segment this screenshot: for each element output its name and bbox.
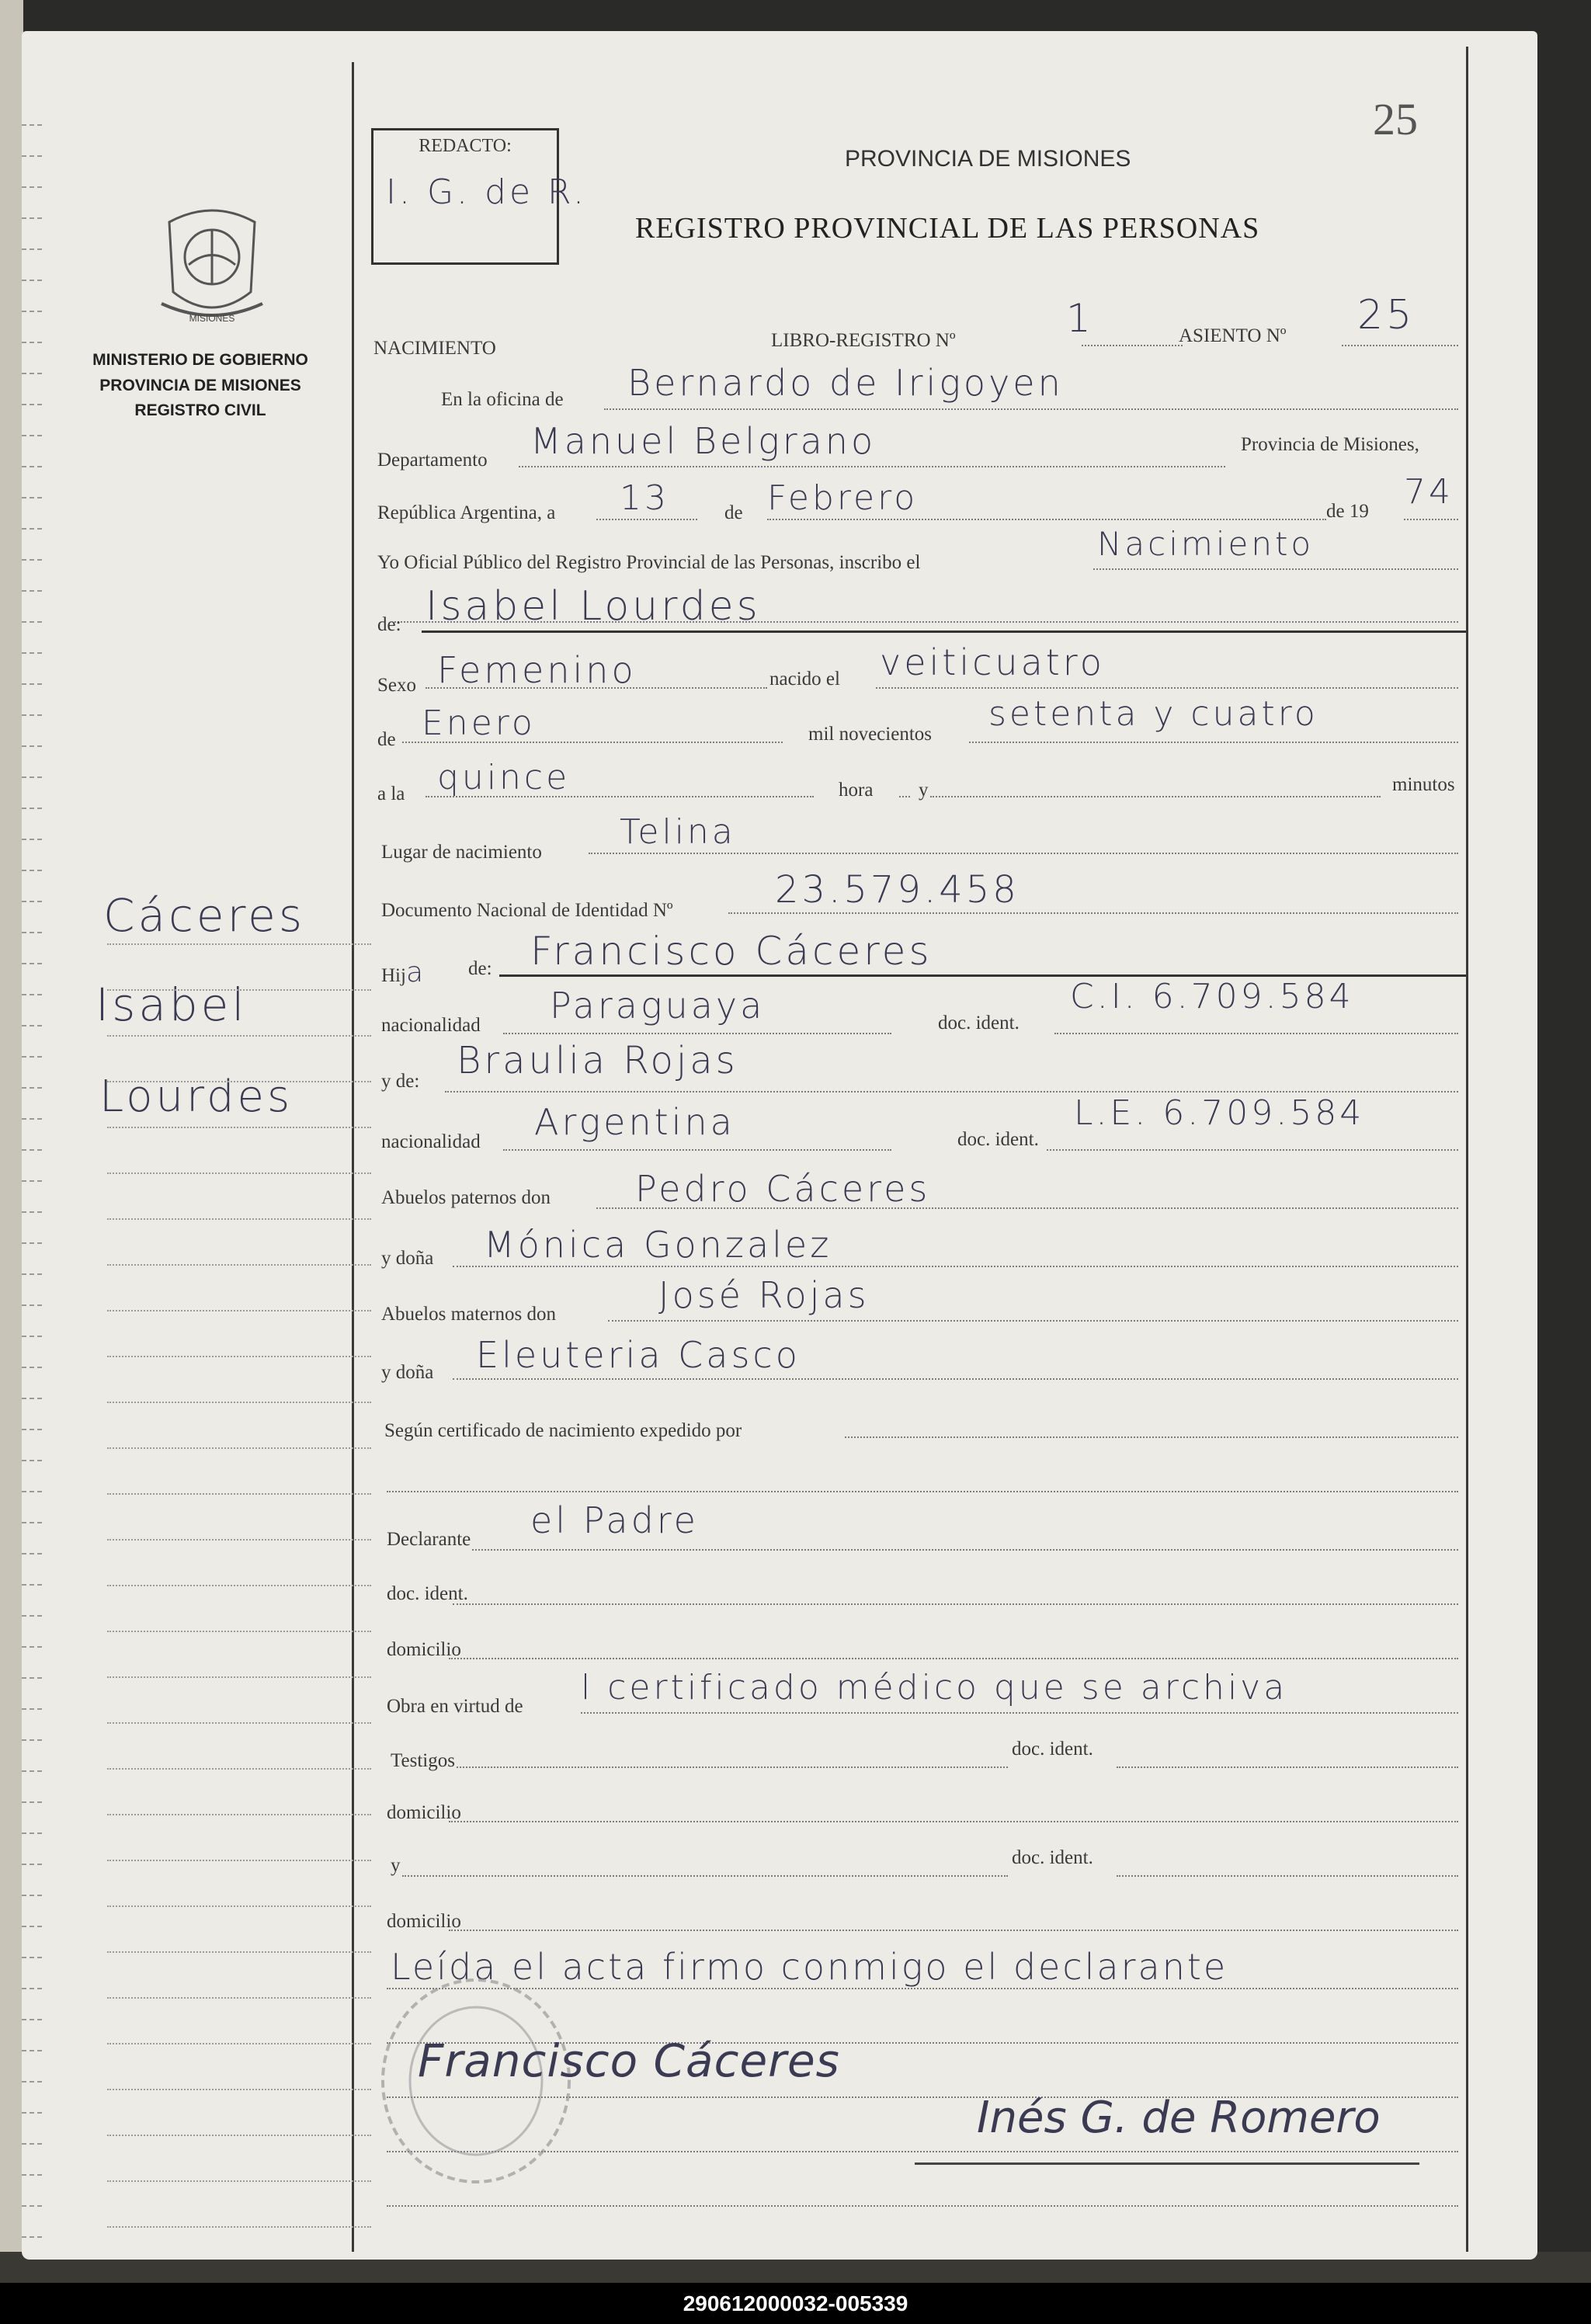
left-edge-dash (22, 590, 42, 592)
left-edge-dash (22, 1522, 42, 1523)
name-underline (422, 631, 1466, 633)
abuelo-materno: José Rojas (658, 1274, 870, 1316)
departamento-value: Manuel Belgrano (530, 420, 877, 462)
left-edge-dash (22, 652, 42, 654)
left-edge-dash (22, 1149, 42, 1151)
hija-suffix: a (405, 957, 424, 988)
left-edge-dash (22, 248, 42, 250)
redacto-box (371, 128, 587, 265)
margin-rule-line (107, 2089, 371, 2090)
left-edge-dash (22, 1677, 42, 1679)
signature-oficial: Inés G. de Romero (977, 2093, 1381, 2143)
left-edge-dash (22, 217, 42, 219)
left-edge-dash (22, 155, 42, 157)
province-heading: PROVINCIA DE MISIONES (845, 146, 1131, 172)
left-edge-dash (22, 994, 42, 995)
left-edge-dash (22, 1025, 42, 1027)
margin-rule (352, 62, 354, 2252)
domicilio-label: domicilio (387, 1639, 461, 1660)
person-name: Isabel Lourdes (426, 583, 761, 630)
left-edge-dash (22, 1242, 42, 1244)
left-edge-dash (22, 1864, 42, 1865)
ministry-name: MINISTERIO DE GOBIERNO (92, 351, 308, 369)
left-edge-dash (22, 1460, 42, 1461)
de19-label: de 19 (1326, 501, 1369, 522)
page-number: 25 (1373, 94, 1418, 144)
lugar-label: Lugar de nacimiento (381, 842, 542, 863)
margin-rule-line (107, 1172, 371, 1174)
left-edge-dash (22, 963, 42, 964)
margin-rule-line (107, 2043, 371, 2044)
republica-label: República Argentina, a (377, 502, 556, 523)
doc-ident3-label: doc. ident. (387, 1583, 468, 1604)
doc1-value: C.I. 6.709.584 (1070, 977, 1354, 1016)
de-label: de (724, 502, 743, 523)
segun-label: Según certificado de nacimiento expedido por (384, 1420, 742, 1441)
nacido-value: veiticuatro (880, 641, 1105, 683)
left-edge-dash (22, 2205, 42, 2207)
signature-declarante: Francisco Cáceres (418, 2034, 840, 2087)
left-edge-dash (22, 1770, 42, 1772)
ydona2-label: y doña (381, 1362, 434, 1383)
margin-rule-line (107, 1585, 371, 1586)
libro-label: LIBRO-REGISTRO Nº (771, 330, 956, 351)
margin-rule-line (107, 1814, 371, 1815)
left-edge-dash (22, 124, 42, 126)
y2-label: y (391, 1855, 401, 1876)
nacido-label: nacido el (769, 669, 840, 690)
left-edge-dash (22, 1336, 42, 1337)
abuelos-paternos-label: Abuelos paternos don (381, 1187, 551, 1208)
margin-rule-line (107, 1768, 371, 1770)
margin-rule-line (107, 1676, 371, 1678)
nacionalidad2-label: nacionalidad (381, 1131, 481, 1152)
left-edge-dash (22, 714, 42, 716)
margin-rule-line (107, 1218, 371, 1220)
margin-rule-line (107, 1127, 371, 1128)
nacionalidad2-value: Argentina (534, 1101, 735, 1143)
hija-de-label: de: (468, 958, 492, 979)
left-edge-dash (22, 1118, 42, 1120)
oficial-label: Yo Oficial Público del Registro Provincial de las Personas, inscribo el (377, 552, 921, 573)
oficial-value: Nacimiento (1097, 525, 1315, 563)
left-edge-dash (22, 2081, 42, 2083)
footer-id: 290612000032-005339 (683, 2291, 908, 2315)
left-edge-dash (22, 839, 42, 840)
left-edge-dash (22, 1211, 42, 1213)
margin-name2: Lourdes (99, 1072, 294, 1122)
book-edge (0, 0, 23, 2324)
left-edge-dash (22, 2112, 42, 2114)
margin-rule-line (107, 2135, 371, 2136)
provincia-label: Provincia de Misiones, (1241, 434, 1419, 455)
left-edge-dash (22, 311, 42, 312)
left-edge-dash (22, 621, 42, 623)
abuela-paterna: Mónica Gonzalez (484, 1224, 832, 1266)
birth-month: Enero (422, 703, 536, 743)
abuelos-maternos-label: Abuelos maternos don (381, 1304, 556, 1325)
nacimiento-label: NACIMIENTO (373, 338, 496, 359)
mother-name: Braulia Rojas (457, 1039, 738, 1082)
left-edge-dash (22, 1895, 42, 1896)
obra-value: l certificado médico que se archiva (581, 1668, 1288, 1707)
left-edge-dash (22, 901, 42, 902)
registry-title: REGISTRO PROVINCIAL DE LAS PERSONAS (635, 212, 1260, 245)
footer-id-bar (0, 2283, 1591, 2324)
left-edge-dash (22, 373, 42, 374)
margin-rule-line (107, 1310, 371, 1311)
margin-rule-line (107, 1860, 371, 1861)
left-edge-dash (22, 1429, 42, 1430)
left-edge-dash (22, 776, 42, 778)
left-edge-dash (22, 1180, 42, 1182)
hija-label-text: Hij (381, 965, 406, 986)
year-value: 74 (1404, 472, 1454, 512)
yde-label: y de: (381, 1071, 420, 1092)
domicilio3-label: domicilio (387, 1911, 461, 1932)
asiento-value: 25 (1357, 292, 1416, 339)
left-edge-dash (22, 1832, 42, 1834)
hija-label (381, 959, 423, 987)
left-edge-dash (22, 745, 42, 747)
left-edge-dash (22, 1584, 42, 1586)
left-edge-dash (22, 2143, 42, 2145)
left-edge-dash (22, 2019, 42, 2020)
margin-rule-line (107, 1402, 371, 1403)
left-edge-dash (22, 466, 42, 467)
margin-rule-line (107, 1264, 371, 1266)
margin-rule-line (107, 1035, 371, 1037)
right-rule (1466, 47, 1468, 2252)
left-edge-dash (22, 1491, 42, 1492)
left-edge-dash (22, 404, 42, 405)
month-value: Febrero (767, 478, 919, 518)
y-label: y (919, 780, 929, 801)
left-edge-dash (22, 1957, 42, 1958)
doc-ident5-label: doc. ident. (1012, 1847, 1093, 1868)
abuela-materna: Eleuteria Casco (476, 1334, 801, 1376)
left-edge-dash (22, 1367, 42, 1368)
left-edge-dash (22, 1708, 42, 1710)
left-edge-dash (22, 2050, 42, 2051)
de-month-label: de (377, 729, 396, 750)
left-edge-dash (22, 280, 42, 281)
left-edge-dash (22, 1926, 42, 1927)
left-edge-dash (22, 1739, 42, 1741)
left-edge-dash (22, 528, 42, 530)
margin-rule-line (107, 1447, 371, 1449)
left-edge-dash (22, 1273, 42, 1275)
left-edge-dash (22, 1988, 42, 1989)
left-edge-dash (22, 497, 42, 498)
redacto-value: I. G. de R. (386, 172, 587, 212)
left-edge-dash (22, 559, 42, 561)
coat-of-arms-icon (154, 199, 270, 331)
left-edge-dash (22, 1553, 42, 1555)
seal-text: MISIONES (189, 313, 235, 324)
hora-label: hora (839, 780, 874, 801)
margin-rule-line (107, 1356, 371, 1357)
dni-value: 23.579.458 (775, 868, 1020, 912)
margin-rule-line (107, 1997, 371, 1999)
left-edge-dash (22, 1304, 42, 1306)
margin-rule-line (107, 2180, 371, 2182)
margin-rule-line (107, 1951, 371, 1953)
left-edge-dash (22, 683, 42, 685)
left-edge-dash (22, 1398, 42, 1399)
departamento-label: Departamento (377, 450, 488, 471)
margin-rule-line (107, 2226, 371, 2228)
left-edge-dash (22, 870, 42, 871)
de-name-label: de: (377, 614, 401, 635)
declarante-label: Declarante (387, 1529, 471, 1550)
libro-value: 1 (1066, 296, 1094, 341)
left-edge-dash (22, 2174, 42, 2176)
left-edge-dash (22, 186, 42, 188)
father-name: Francisco Cáceres (530, 929, 933, 974)
ala-label: a la (377, 783, 405, 804)
asiento-label: ASIENTO Nº (1179, 325, 1287, 346)
oficina-label: En la oficina de (441, 389, 564, 410)
left-edge-dash (22, 808, 42, 809)
birth-year: setenta y cuatro (988, 694, 1318, 734)
margin-rule-line (107, 943, 371, 945)
margin-surname: Cáceres (103, 889, 306, 942)
margin-rule-line (107, 1905, 371, 1907)
margin-rule-line (107, 989, 371, 991)
leida-text: Leída el acta firmo conmigo el declarante (391, 1946, 1228, 1988)
minutos-label: minutos (1392, 774, 1455, 795)
doc2-value: L.E. 6.709.584 (1074, 1093, 1365, 1133)
mil-label: mil novecientos (808, 724, 932, 745)
signature-line (915, 2162, 1419, 2165)
nacionalidad-value: Paraguaya (550, 985, 766, 1027)
margin-rule-line (107, 1539, 371, 1541)
left-edge-dash (22, 1056, 42, 1058)
ydona1-label: y doña (381, 1248, 434, 1269)
left-edge-dash (22, 1615, 42, 1617)
document-page (22, 31, 1537, 2260)
margin-rule-line (107, 1722, 371, 1724)
redacto-label: REDACTO: (419, 136, 512, 156)
abuelo-paterno: Pedro Cáceres (635, 1168, 931, 1210)
left-edge-dash (22, 932, 42, 933)
left-edge-dash (22, 1087, 42, 1089)
domicilio2-label: domicilio (387, 1802, 461, 1823)
testigos-label: Testigos (391, 1750, 455, 1771)
dni-label: Documento Nacional de Identidad Nº (381, 900, 673, 921)
sexo-value: Femenino (437, 649, 637, 691)
hour-value: quince (437, 758, 571, 797)
left-edge-dash (22, 2236, 42, 2238)
nacionalidad-label: nacionalidad (381, 1015, 481, 1036)
oficina-value: Bernardo de Irigoyen (627, 362, 1064, 404)
obra-label: Obra en virtud de (387, 1696, 523, 1717)
margin-registry: REGISTRO CIVIL (134, 401, 266, 420)
day-value: 13 (620, 478, 669, 518)
margin-rule-line (107, 1493, 371, 1495)
left-edge-dash (22, 1646, 42, 1648)
left-edge-dash (22, 435, 42, 436)
left-edge-dash (22, 1801, 42, 1803)
doc-ident4-label: doc. ident. (1012, 1739, 1093, 1760)
declarante-value: el Padre (530, 1499, 699, 1541)
doc-ident2-label: doc. ident. (957, 1129, 1039, 1150)
margin-name1: Isabel (96, 978, 248, 1031)
left-edge-dash (22, 342, 42, 343)
margin-rule-line (107, 1631, 371, 1632)
margin-rule-line (107, 1081, 371, 1082)
sexo-label: Sexo (377, 675, 416, 696)
ministry-block (61, 348, 340, 424)
margin-province: PROVINCIA DE MISIONES (99, 376, 301, 394)
lugar-value: Telina (620, 812, 736, 852)
doc-ident-label: doc. ident. (938, 1013, 1020, 1033)
